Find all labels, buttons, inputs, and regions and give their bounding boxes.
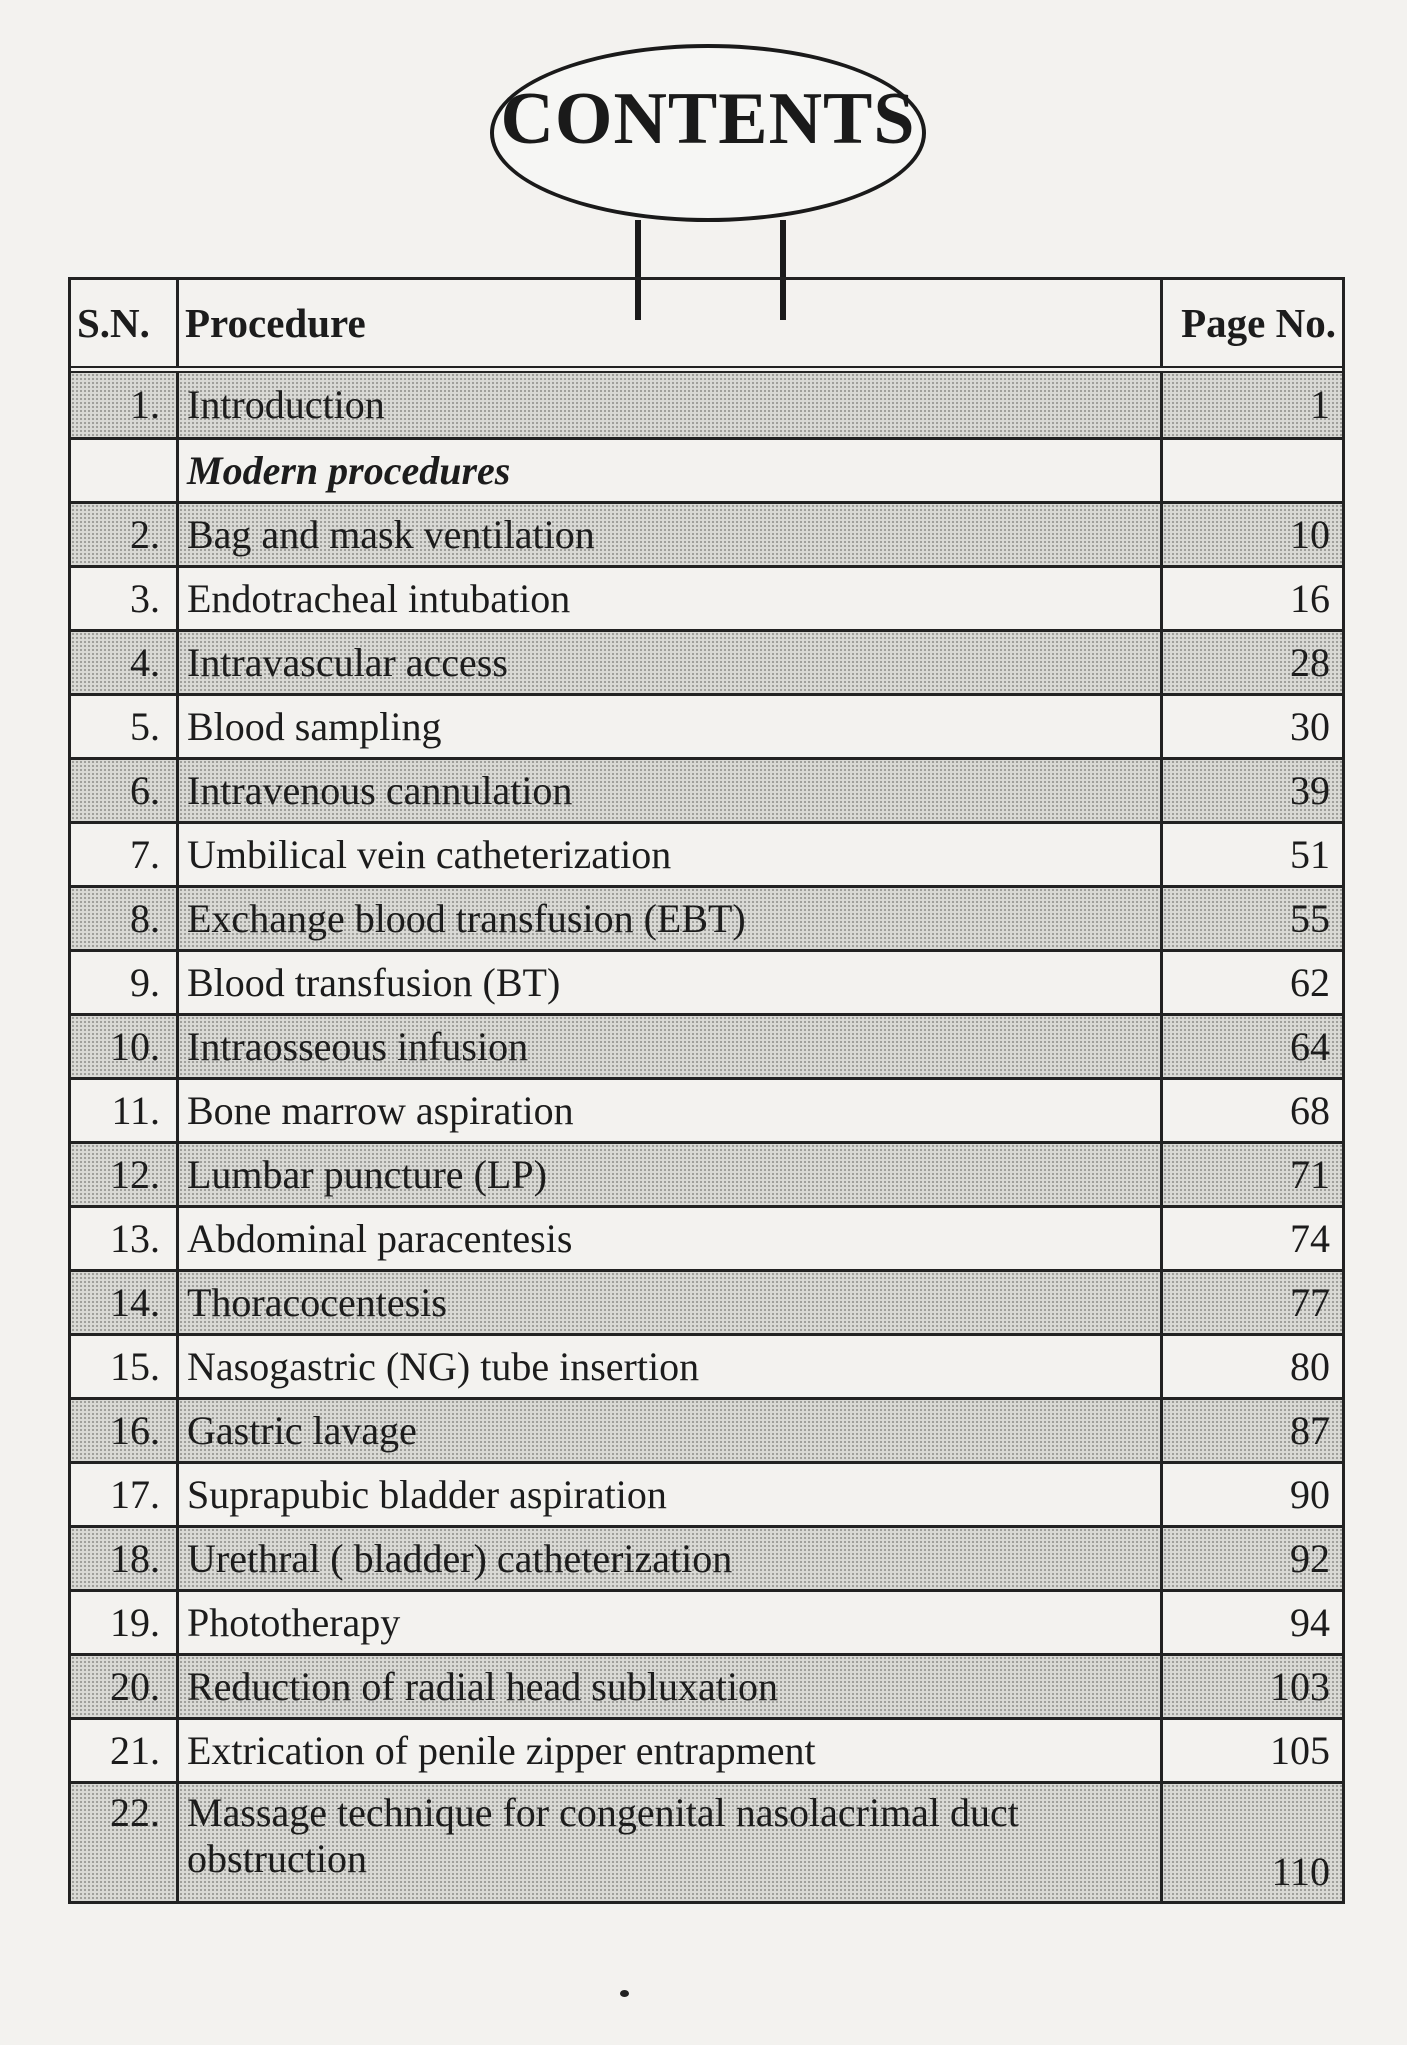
table-row [71, 1589, 1342, 1653]
table-row [71, 1781, 1342, 1901]
row-sn: 16. [71, 1400, 176, 1461]
row-sn: 2. [71, 504, 176, 565]
row-procedure: Blood transfusion (BT) [176, 952, 1160, 1013]
ink-speck [620, 1990, 629, 1997]
row-procedure: Endotracheal intubation [176, 568, 1160, 629]
table-row [71, 1205, 1342, 1269]
row-sn: 3. [130, 575, 160, 621]
row-page-no: 103 [1160, 1656, 1342, 1717]
row-sn [71, 440, 176, 501]
row-page-no: 51 [1160, 824, 1342, 885]
row-sn: 13. [110, 1215, 160, 1261]
contents-table [68, 277, 1345, 1904]
row-procedure: Introduction [176, 373, 1160, 437]
table-body [71, 373, 1342, 1901]
row-page-no: 90 [1160, 1464, 1342, 1525]
row-procedure: Intravascular access [176, 632, 1160, 693]
table-row [71, 757, 1342, 821]
row-page-no: 28 [1160, 632, 1342, 693]
table-row [71, 501, 1342, 565]
header-sn: S.N. [77, 300, 150, 346]
table-row [71, 1653, 1342, 1717]
table-row [71, 1141, 1342, 1205]
row-page-no: 55 [1160, 888, 1342, 949]
row-procedure: Bag and mask ventilation [176, 504, 1160, 565]
row-sn: 5. [130, 703, 160, 749]
table-row [71, 1397, 1342, 1461]
row-sn: 22. [71, 1784, 176, 1901]
section-heading-row [71, 437, 1342, 501]
row-sn: 14. [71, 1272, 176, 1333]
page-title: CONTENTS [500, 77, 916, 160]
row-page-no: 39 [1160, 760, 1342, 821]
row-sn: 4. [71, 632, 176, 693]
row-page-no: 10 [1160, 504, 1342, 565]
table-row [71, 1525, 1342, 1589]
row-page-no: 74 [1160, 1208, 1342, 1269]
row-page-no [1160, 440, 1342, 501]
row-procedure: Exchange blood transfusion (EBT) [176, 888, 1160, 949]
row-page-no: 77 [1160, 1272, 1342, 1333]
row-page-no: 16 [1160, 568, 1342, 629]
table-row [71, 1269, 1342, 1333]
row-page-no: 62 [1160, 952, 1342, 1013]
row-procedure: Lumbar puncture (LP) [176, 1144, 1160, 1205]
row-procedure: Abdominal paracentesis [176, 1208, 1160, 1269]
row-procedure: Phototherapy [176, 1592, 1160, 1653]
row-sn: 1. [71, 373, 176, 437]
table-row [71, 885, 1342, 949]
table-row [71, 565, 1342, 629]
row-sn: 21. [110, 1727, 160, 1773]
table-row [71, 693, 1342, 757]
row-sn: 11. [111, 1087, 160, 1133]
table-row [71, 821, 1342, 885]
row-sn: 15. [110, 1343, 160, 1389]
table-row [71, 1077, 1342, 1141]
row-sn: 20. [71, 1656, 176, 1717]
row-procedure: Intravenous cannulation [176, 760, 1160, 821]
row-sn: 12. [71, 1144, 176, 1205]
table-row [71, 629, 1342, 693]
row-procedure: Modern procedures [176, 440, 1160, 501]
header-procedure: Procedure [176, 280, 1160, 366]
row-sn: 9. [130, 959, 160, 1005]
row-procedure: Gastric lavage [176, 1400, 1160, 1461]
row-procedure: Bone marrow aspiration [176, 1080, 1160, 1141]
title-oval [490, 44, 926, 222]
row-procedure: Intraosseous infusion [176, 1016, 1160, 1077]
row-sn: 7. [130, 831, 160, 877]
table-row [71, 1461, 1342, 1525]
row-procedure: Urethral ( bladder) catheterization [176, 1528, 1160, 1589]
row-sn: 8. [71, 888, 176, 949]
row-page-no: 71 [1160, 1144, 1342, 1205]
row-page-no: 64 [1160, 1016, 1342, 1077]
table-row [71, 1717, 1342, 1781]
row-page-no: 87 [1160, 1400, 1342, 1461]
row-sn: 18. [71, 1528, 176, 1589]
table-row [71, 1333, 1342, 1397]
row-procedure: Extrication of penile zipper entrapment [176, 1720, 1160, 1781]
header-page-no: Page No. [1160, 280, 1342, 366]
row-procedure: Blood sampling [176, 696, 1160, 757]
row-procedure: Umbilical vein catheterization [176, 824, 1160, 885]
row-page-no: 92 [1160, 1528, 1342, 1589]
row-page-no: 94 [1160, 1592, 1342, 1653]
row-page-no: 110 [1160, 1784, 1342, 1901]
row-procedure: Reduction of radial head subluxation [176, 1656, 1160, 1717]
row-page-no: 30 [1160, 696, 1342, 757]
contents-sign [490, 44, 930, 280]
row-page-no: 1 [1160, 373, 1342, 437]
table-header [71, 280, 1342, 373]
row-procedure: Suprapubic bladder aspiration [176, 1464, 1160, 1525]
row-page-no: 80 [1160, 1336, 1342, 1397]
row-procedure: Nasogastric (NG) tube insertion [176, 1336, 1160, 1397]
table-row [71, 1013, 1342, 1077]
row-page-no: 105 [1160, 1720, 1342, 1781]
row-sn: 10. [71, 1016, 176, 1077]
table-row [71, 373, 1342, 437]
row-page-no: 68 [1160, 1080, 1342, 1141]
row-sn: 17. [110, 1471, 160, 1517]
table-row [71, 949, 1342, 1013]
row-procedure: Massage technique for congenital nasolacrimal duct obstruction [176, 1784, 1160, 1901]
row-procedure: Thoracocentesis [176, 1272, 1160, 1333]
row-sn: 6. [71, 760, 176, 821]
row-sn: 19. [110, 1599, 160, 1645]
